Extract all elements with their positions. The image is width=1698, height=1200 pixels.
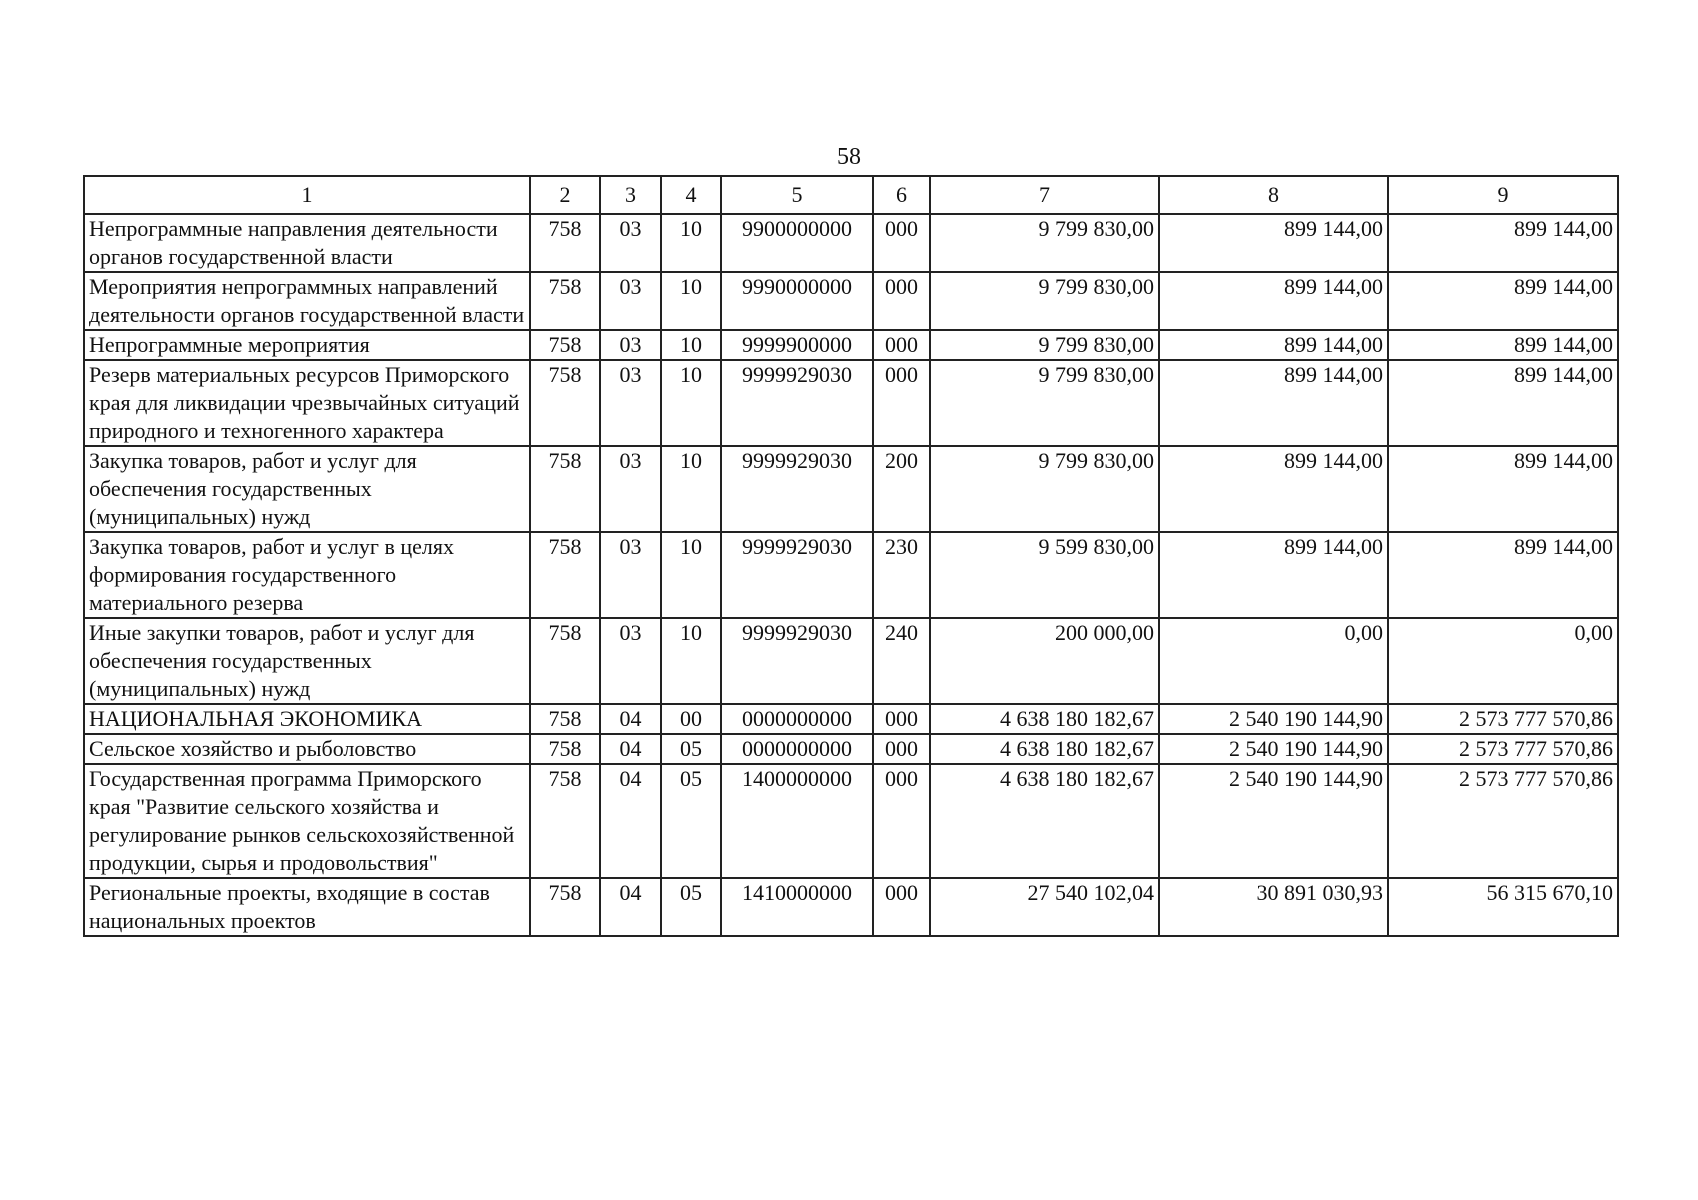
cell-col9: 899 144,00 [1388,360,1618,446]
cell-col6: 230 [873,532,930,618]
cell-col9: 899 144,00 [1388,214,1618,272]
cell-col8: 899 144,00 [1159,446,1388,532]
header-row [84,176,1618,214]
cell-col3: 04 [600,734,661,764]
row-name: Непрограммные направления деятельности органов государственной власти [84,214,530,272]
cell-col4: 05 [661,734,721,764]
cell-col4: 10 [661,214,721,272]
cell-col9: 899 144,00 [1388,330,1618,360]
row-name: Иные закупки товаров, работ и услуг для обеспечения государственных (муниципальных) нужд [84,618,530,704]
cell-col6: 200 [873,446,930,532]
cell-col6: 000 [873,878,930,936]
cell-col7: 9 599 830,00 [930,532,1159,618]
cell-col8: 899 144,00 [1159,214,1388,272]
cell-col3: 03 [600,618,661,704]
cell-col8: 899 144,00 [1159,330,1388,360]
cell-col3: 03 [600,532,661,618]
page-number: 58 [837,144,861,170]
cell-col9: 56 315 670,10 [1388,878,1618,936]
cell-col2: 758 [530,272,600,330]
cell-col7: 4 638 180 182,67 [930,704,1159,734]
cell-col8: 0,00 [1159,618,1388,704]
row-name: Сельское хозяйство и рыболовство [84,734,530,764]
row-name: Региональные проекты, входящие в состав национальных проектов [84,878,530,936]
cell-col4: 10 [661,360,721,446]
table-row [84,214,1618,272]
cell-col8: 899 144,00 [1159,360,1388,446]
cell-col5: 0000000000 [721,704,873,734]
table-row [84,878,1618,936]
cell-col6: 000 [873,764,930,878]
header-cell: 2 [530,176,600,214]
cell-col5: 9900000000 [721,214,873,272]
cell-col3: 03 [600,330,661,360]
cell-col2: 758 [530,878,600,936]
row-name: Резерв материальных ресурсов Приморского края для ликвидации чрезвычайных ситуаций природного и техногенного характера [84,360,530,446]
cell-col9: 899 144,00 [1388,446,1618,532]
cell-col2: 758 [530,532,600,618]
cell-col8: 899 144,00 [1159,532,1388,618]
cell-col5: 9999929030 [721,446,873,532]
cell-col6: 000 [873,214,930,272]
cell-col7: 27 540 102,04 [930,878,1159,936]
cell-col3: 04 [600,764,661,878]
cell-col9: 0,00 [1388,618,1618,704]
row-name: Мероприятия непрограммных направлений деятельности органов государственной власти [84,272,530,330]
cell-col9: 899 144,00 [1388,532,1618,618]
table-row [84,704,1618,734]
header-cell: 4 [661,176,721,214]
table-row [84,764,1618,878]
row-name: Закупка товаров, работ и услуг для обеспечения государственных (муниципальных) нужд [84,446,530,532]
header-cell: 7 [930,176,1159,214]
cell-col5: 9999929030 [721,618,873,704]
table-row [84,446,1618,532]
cell-col4: 05 [661,764,721,878]
table-row [84,618,1618,704]
cell-col2: 758 [530,446,600,532]
cell-col8: 2 540 190 144,90 [1159,734,1388,764]
cell-col7: 9 799 830,00 [930,214,1159,272]
cell-col6: 240 [873,618,930,704]
cell-col8: 2 540 190 144,90 [1159,764,1388,878]
cell-col4: 10 [661,330,721,360]
cell-col2: 758 [530,618,600,704]
cell-col5: 9999900000 [721,330,873,360]
cell-col8: 2 540 190 144,90 [1159,704,1388,734]
cell-col2: 758 [530,764,600,878]
cell-col3: 03 [600,272,661,330]
cell-col4: 00 [661,704,721,734]
cell-col6: 000 [873,704,930,734]
cell-col2: 758 [530,330,600,360]
header-cell: 1 [84,176,530,214]
budget-table [83,175,1619,937]
cell-col5: 9999929030 [721,532,873,618]
header-cell: 5 [721,176,873,214]
cell-col6: 000 [873,360,930,446]
row-name: НАЦИОНАЛЬНАЯ ЭКОНОМИКА [84,704,530,734]
cell-col3: 03 [600,446,661,532]
cell-col2: 758 [530,360,600,446]
table-row [84,360,1618,446]
cell-col4: 05 [661,878,721,936]
cell-col7: 200 000,00 [930,618,1159,704]
header-cell: 3 [600,176,661,214]
row-name: Непрограммные мероприятия [84,330,530,360]
cell-col5: 9999929030 [721,360,873,446]
cell-col4: 10 [661,618,721,704]
cell-col7: 9 799 830,00 [930,330,1159,360]
cell-col5: 1410000000 [721,878,873,936]
header-cell: 9 [1388,176,1618,214]
table-row [84,330,1618,360]
cell-col8: 30 891 030,93 [1159,878,1388,936]
cell-col6: 000 [873,734,930,764]
row-name: Закупка товаров, работ и услуг в целях формирования государственного материального резерва [84,532,530,618]
cell-col3: 04 [600,704,661,734]
cell-col6: 000 [873,330,930,360]
cell-col7: 9 799 830,00 [930,272,1159,330]
cell-col3: 03 [600,214,661,272]
cell-col3: 03 [600,360,661,446]
header-cell: 8 [1159,176,1388,214]
header-cell: 6 [873,176,930,214]
cell-col9: 899 144,00 [1388,272,1618,330]
cell-col7: 9 799 830,00 [930,446,1159,532]
cell-col2: 758 [530,704,600,734]
cell-col6: 000 [873,272,930,330]
cell-col5: 0000000000 [721,734,873,764]
cell-col2: 758 [530,214,600,272]
cell-col7: 4 638 180 182,67 [930,764,1159,878]
cell-col9: 2 573 777 570,86 [1388,734,1618,764]
cell-col4: 10 [661,446,721,532]
cell-col4: 10 [661,532,721,618]
row-name: Государственная программа Приморского края "Развитие сельского хозяйства и регулирование рынков сельскохозяйственной продукции, сырья и продовольствия" [84,764,530,878]
cell-col5: 9990000000 [721,272,873,330]
cell-col8: 899 144,00 [1159,272,1388,330]
table-row [84,532,1618,618]
cell-col7: 9 799 830,00 [930,360,1159,446]
cell-col4: 10 [661,272,721,330]
table-row [84,734,1618,764]
cell-col9: 2 573 777 570,86 [1388,764,1618,878]
table-row [84,272,1618,330]
cell-col7: 4 638 180 182,67 [930,734,1159,764]
cell-col5: 1400000000 [721,764,873,878]
cell-col2: 758 [530,734,600,764]
cell-col3: 04 [600,878,661,936]
cell-col9: 2 573 777 570,86 [1388,704,1618,734]
